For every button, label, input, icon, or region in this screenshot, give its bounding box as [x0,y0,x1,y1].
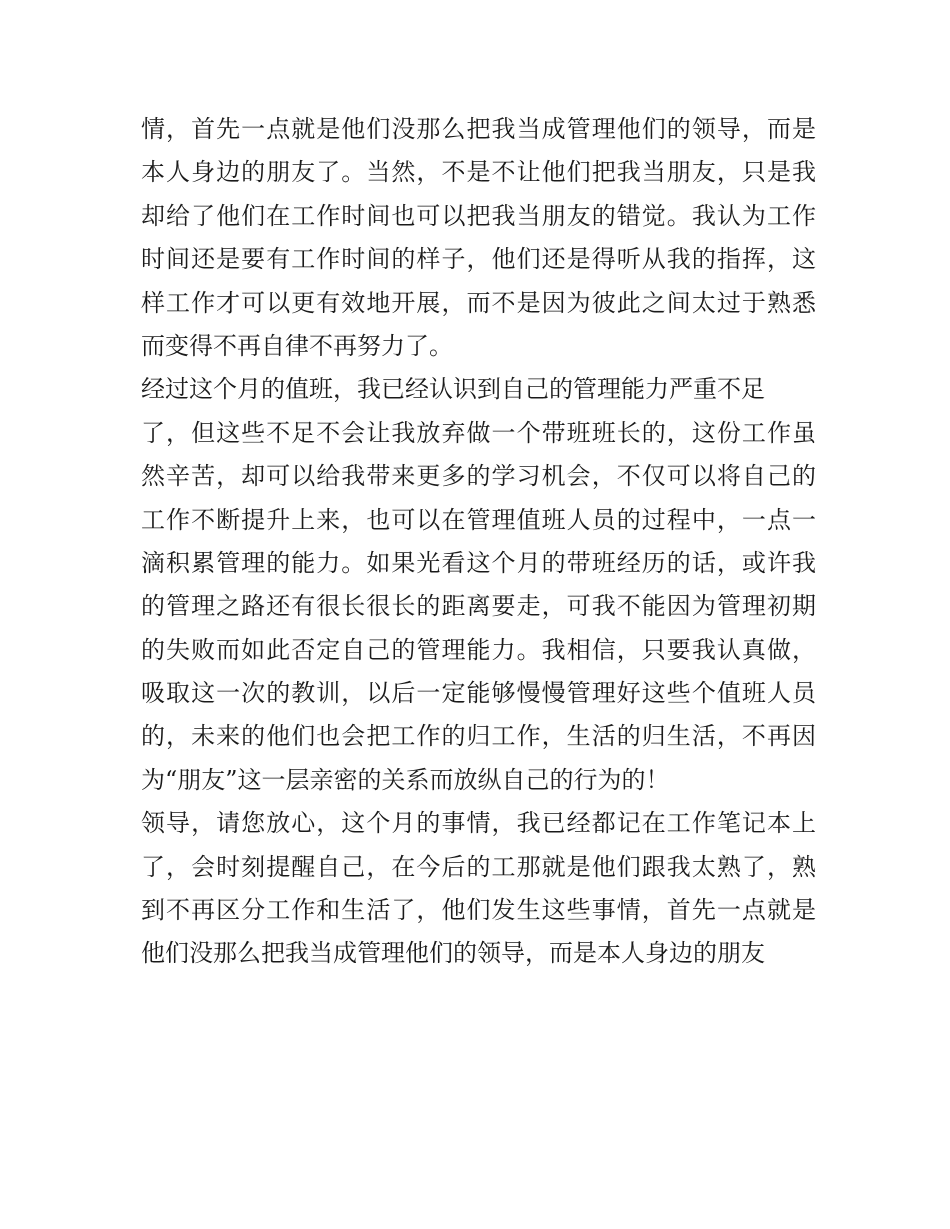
text-line: 样工作才可以更有效地开展，而不是因为彼此之间太过于熟悉 [141,288,816,317]
text-line: 到不再区分工作和生活了，他们发生这些事情，首先一点就是 [141,896,816,925]
text-line: 却给了他们在工作时间也可以把我当朋友的错觉。我认为工作 [141,201,816,230]
text-line: 为“朋友”这一层亲密的关系而放纵自己的行为的！ [141,765,670,794]
text-line: 滴积累管理的能力。如果光看这个月的带班经历的话，或许我 [141,548,816,577]
text-line: 情，首先一点就是他们没那么把我当成管理他们的领导，而是 [141,115,816,143]
text-line: 的管理之路还有很长很长的距离要走，可我不能因为管理初期 [141,592,816,621]
text-line: 时间还是要有工作时间的样子，他们还是得听从我的指挥，这 [141,245,816,274]
document-body-text [141,108,816,976]
text-line: 领导，请您放心，这个月的事情，我已经都记在工作笔记本上 [141,809,816,838]
text-line: 的，未来的他们也会把工作的归工作，生活的归生活，不再因 [141,722,816,751]
text-line: 的失败而如此否定自己的管理能力。我相信，只要我认真做， [141,635,816,664]
text-line: 经过这个月的值班，我已经认识到自己的管理能力严重不足 [141,375,765,404]
text-line: 本人身边的朋友了。当然，不是不让他们把我当朋友，只是我 [141,158,816,187]
text-line: 他们没那么把我当成管理他们的领导，而是本人身边的朋友 [141,939,765,968]
text-line: 工作不断提升上来，也可以在管理值班人员的过程中，一点一 [141,505,816,534]
text-line: 而变得不再自律不再努力了。 [141,331,453,360]
text-line: 了，但这些不足不会让我放弃做一个带班班长的，这份工作虽 [141,418,816,447]
text-line: 了，会时刻提醒自己，在今后的工那就是他们跟我太熟了，熟 [141,852,816,881]
text-line: 然辛苦，却可以给我带来更多的学习机会，不仅可以将自己的 [141,462,816,491]
text-line: 吸取这一次的教训，以后一定能够慢慢管理好这些个值班人员 [141,679,816,708]
